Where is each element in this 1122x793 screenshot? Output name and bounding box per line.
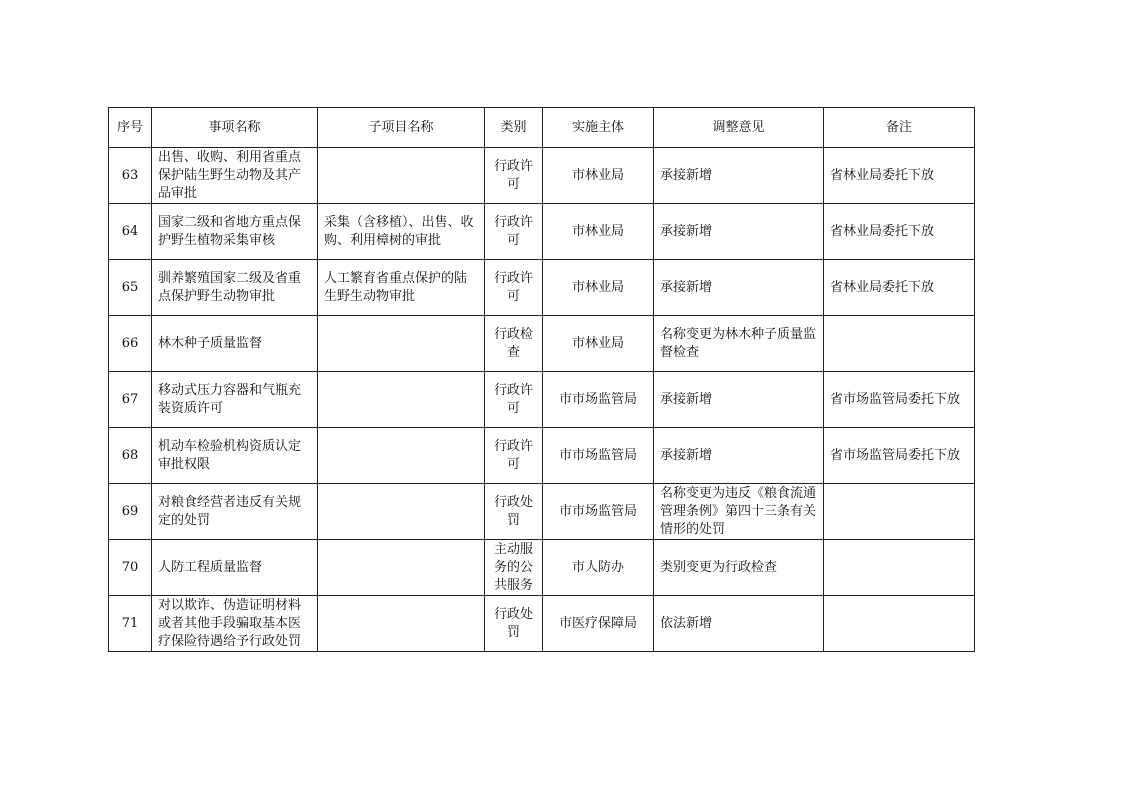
cell-note <box>824 540 975 596</box>
cell-sub: 人工繁育省重点保护的陆生野生动物审批 <box>318 260 485 316</box>
cell-no: 69 <box>109 484 152 540</box>
table-header-row <box>109 108 975 148</box>
cell-sub <box>318 148 485 204</box>
header-name: 事项名称 <box>152 108 318 148</box>
cell-category: 行政处罚 <box>485 484 543 540</box>
cell-agency: 市林业局 <box>543 260 654 316</box>
cell-no: 70 <box>109 540 152 596</box>
cell-sub <box>318 484 485 540</box>
cell-name: 对粮食经营者违反有关规定的处罚 <box>152 484 318 540</box>
cell-note <box>824 484 975 540</box>
cell-category: 行政许可 <box>485 372 543 428</box>
cell-opinion: 依法新增 <box>654 596 824 652</box>
cell-name: 移动式压力容器和气瓶充装资质许可 <box>152 372 318 428</box>
cell-name: 驯养繁殖国家二级及省重点保护野生动物审批 <box>152 260 318 316</box>
cell-note: 省林业局委托下放 <box>824 148 975 204</box>
cell-category: 行政许可 <box>485 428 543 484</box>
table-row <box>109 316 975 372</box>
cell-name: 人防工程质量监督 <box>152 540 318 596</box>
cell-opinion: 承接新增 <box>654 428 824 484</box>
cell-note: 省市场监管局委托下放 <box>824 428 975 484</box>
cell-agency: 市林业局 <box>543 204 654 260</box>
cell-no: 67 <box>109 372 152 428</box>
table-row <box>109 260 975 316</box>
cell-opinion: 名称变更为违反《粮食流通管理条例》第四十三条有关情形的处罚 <box>654 484 824 540</box>
table-row <box>109 596 975 652</box>
cell-sub <box>318 596 485 652</box>
cell-no: 71 <box>109 596 152 652</box>
header-no: 序号 <box>109 108 152 148</box>
header-opinion: 调整意见 <box>654 108 824 148</box>
table-row <box>109 484 975 540</box>
cell-category: 行政检查 <box>485 316 543 372</box>
cell-agency: 市人防办 <box>543 540 654 596</box>
cell-opinion: 承接新增 <box>654 204 824 260</box>
cell-no: 68 <box>109 428 152 484</box>
cell-opinion: 承接新增 <box>654 148 824 204</box>
cell-sub <box>318 540 485 596</box>
cell-name: 国家二级和省地方重点保护野生植物采集审核 <box>152 204 318 260</box>
header-note: 备注 <box>824 108 975 148</box>
cell-note <box>824 596 975 652</box>
cell-sub <box>318 428 485 484</box>
cell-sub <box>318 316 485 372</box>
header-category: 类别 <box>485 108 543 148</box>
cell-no: 65 <box>109 260 152 316</box>
cell-category: 行政处罚 <box>485 596 543 652</box>
cell-category: 行政许可 <box>485 204 543 260</box>
cell-name: 机动车检验机构资质认定审批权限 <box>152 428 318 484</box>
cell-note: 省林业局委托下放 <box>824 260 975 316</box>
cell-no: 64 <box>109 204 152 260</box>
cell-agency: 市林业局 <box>543 316 654 372</box>
cell-no: 63 <box>109 148 152 204</box>
table-row <box>109 540 975 596</box>
cell-sub: 采集（含移植）、出售、收购、利用樟树的审批 <box>318 204 485 260</box>
table-row <box>109 204 975 260</box>
cell-agency: 市市场监管局 <box>543 484 654 540</box>
cell-agency: 市医疗保障局 <box>543 596 654 652</box>
cell-name: 对以欺诈、伪造证明材料或者其他手段骗取基本医疗保险待遇给予行政处罚 <box>152 596 318 652</box>
cell-opinion: 名称变更为林木种子质量监督检查 <box>654 316 824 372</box>
cell-agency: 市市场监管局 <box>543 372 654 428</box>
header-sub: 子项目名称 <box>318 108 485 148</box>
cell-category: 行政许可 <box>485 148 543 204</box>
cell-opinion: 承接新增 <box>654 372 824 428</box>
cell-agency: 市林业局 <box>543 148 654 204</box>
cell-note: 省市场监管局委托下放 <box>824 372 975 428</box>
header-agency: 实施主体 <box>543 108 654 148</box>
cell-name: 出售、收购、利用省重点保护陆生野生动物及其产品审批 <box>152 148 318 204</box>
matters-table <box>108 107 975 652</box>
cell-agency: 市市场监管局 <box>543 428 654 484</box>
cell-no: 66 <box>109 316 152 372</box>
table-row <box>109 372 975 428</box>
table-row <box>109 148 975 204</box>
cell-note: 省林业局委托下放 <box>824 204 975 260</box>
table-row <box>109 428 975 484</box>
cell-sub <box>318 372 485 428</box>
cell-category: 行政许可 <box>485 260 543 316</box>
cell-opinion: 承接新增 <box>654 260 824 316</box>
cell-opinion: 类别变更为行政检查 <box>654 540 824 596</box>
cell-name: 林木种子质量监督 <box>152 316 318 372</box>
cell-note <box>824 316 975 372</box>
cell-category: 主动服务的公共服务 <box>485 540 543 596</box>
